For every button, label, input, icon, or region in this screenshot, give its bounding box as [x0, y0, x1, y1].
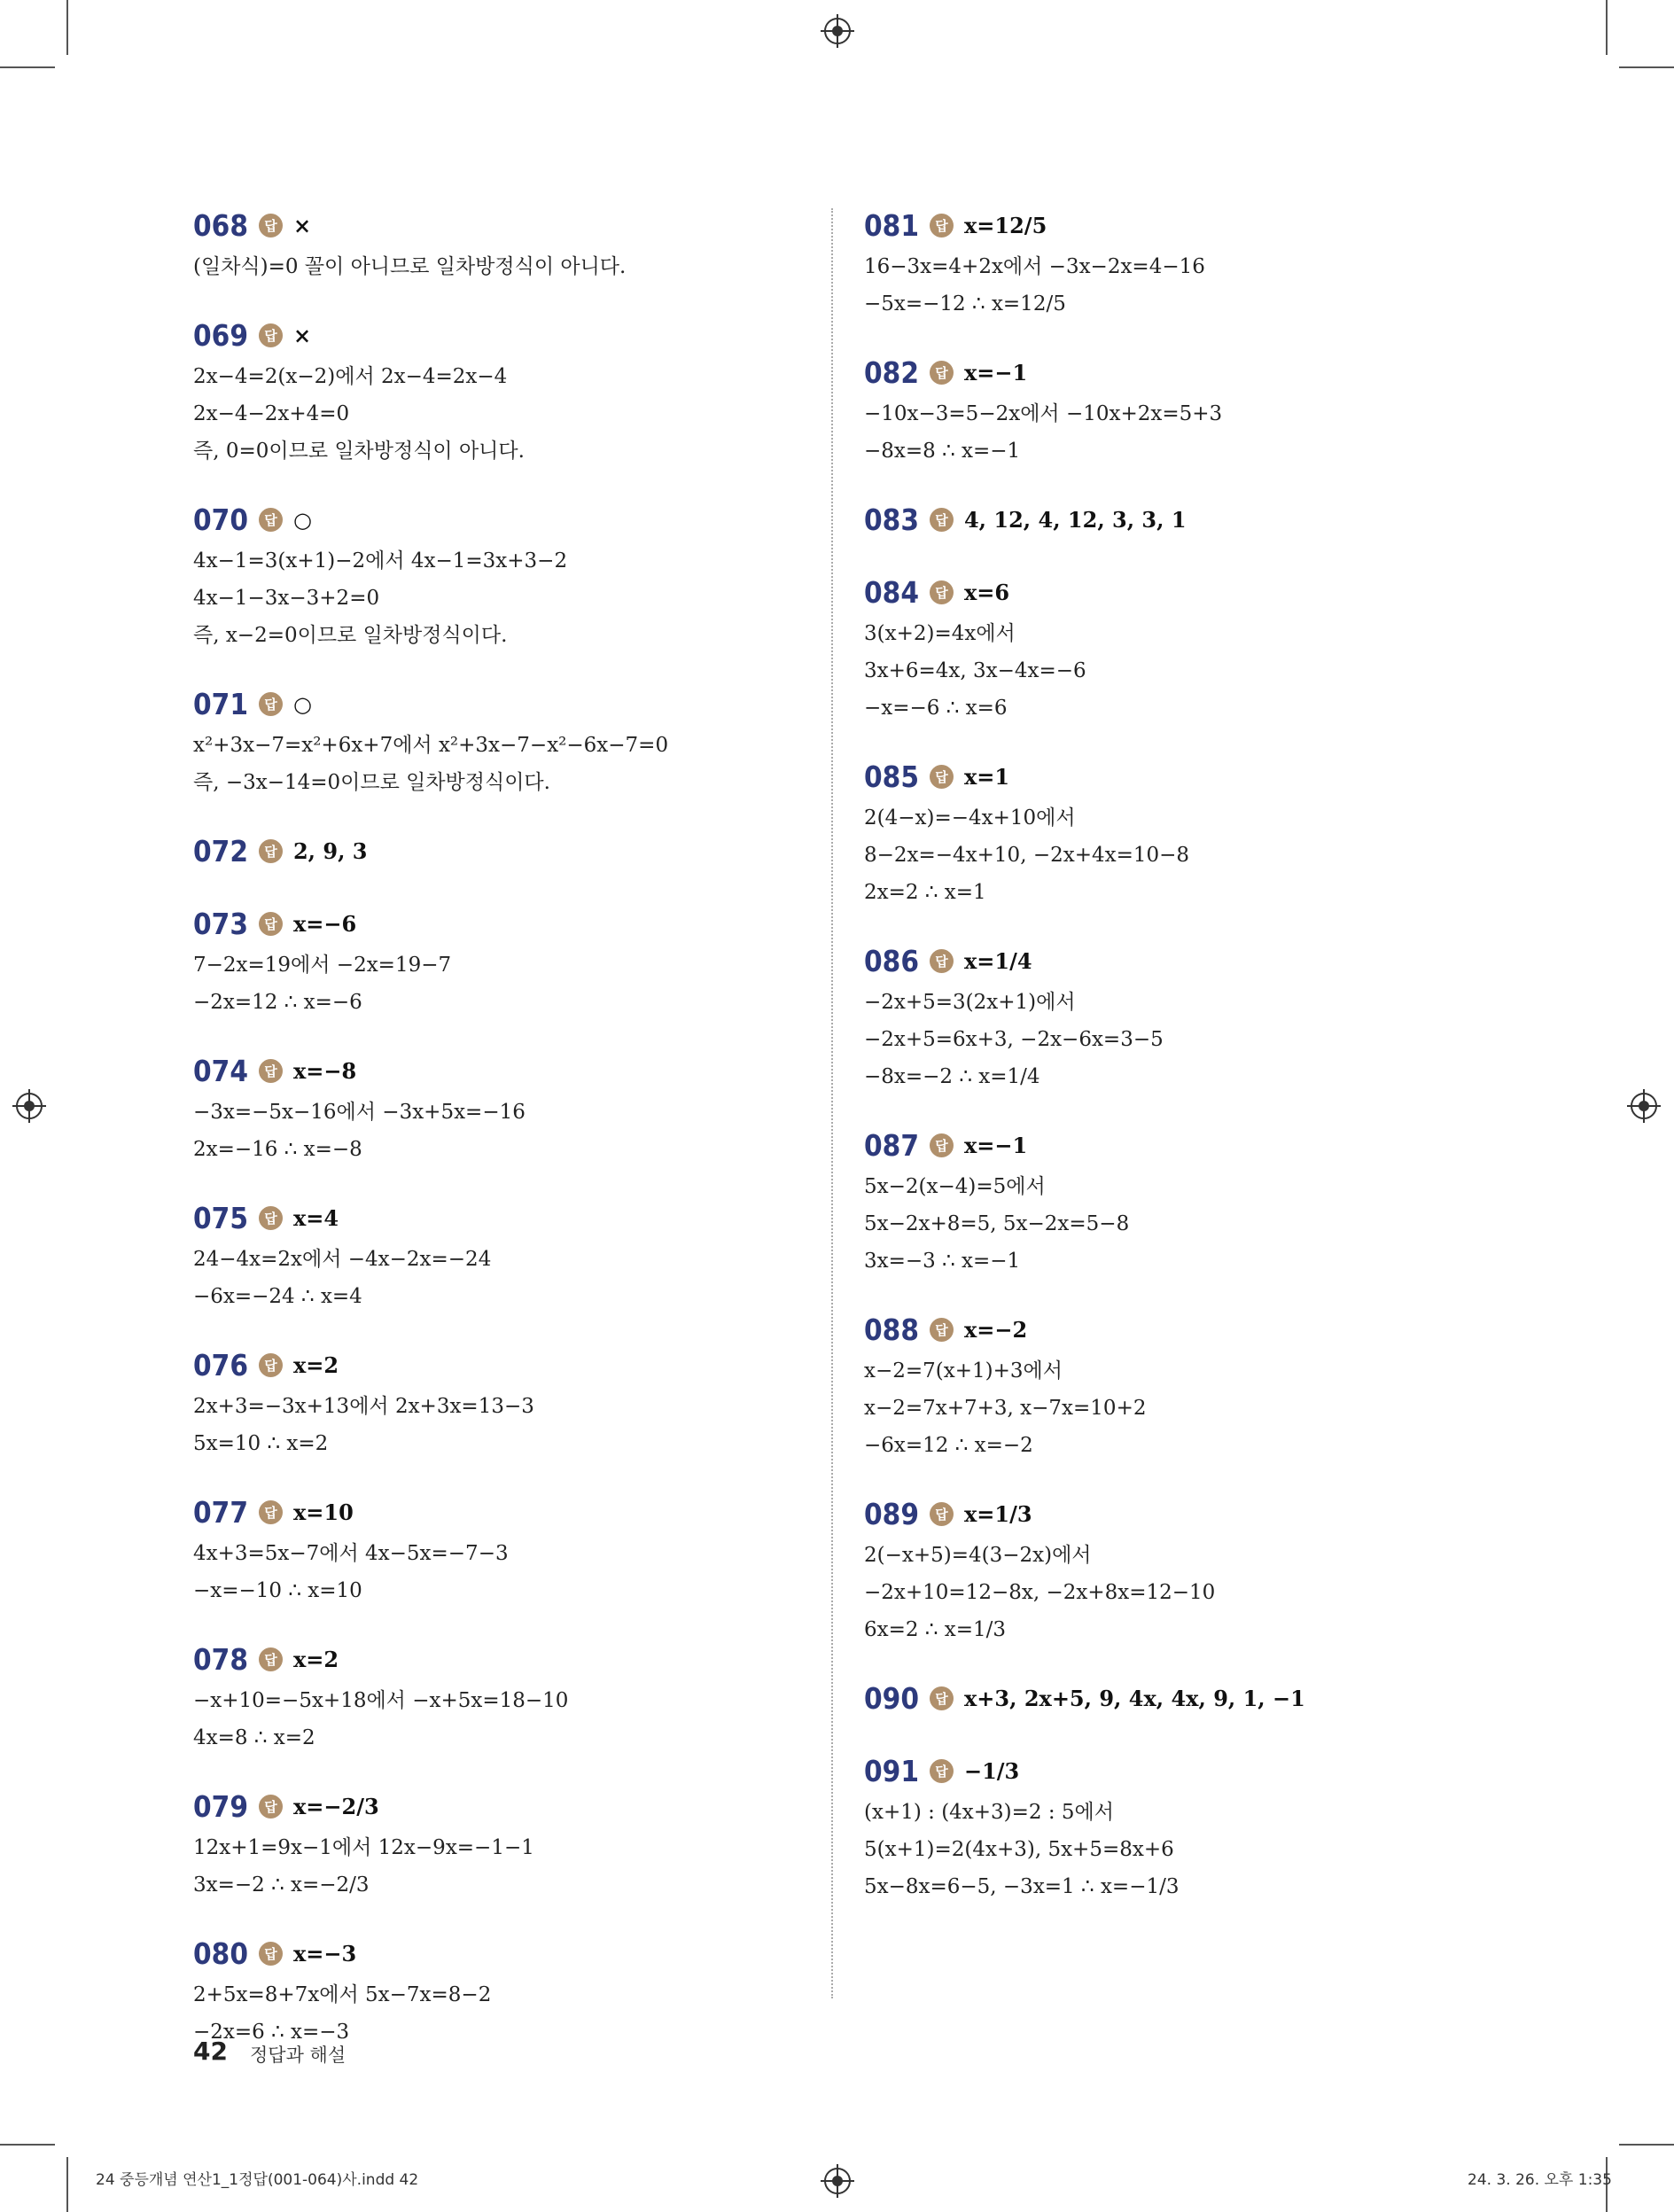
problem-number: 091: [864, 1753, 919, 1788]
solution-line: 2+5x=8+7x에서 5x−7x=8−2: [193, 1983, 492, 2006]
spacer: [193, 1756, 814, 1783]
answer-badge-icon: 답: [259, 1942, 283, 1966]
column-divider: [831, 208, 833, 1998]
answer-badge-icon: 답: [930, 1502, 954, 1526]
crop-mark: [1619, 66, 1674, 68]
problem-header: [193, 1930, 814, 1976]
problem-091: [864, 1748, 1538, 1932]
solution-line: −2x=12 ∴ x=−6: [193, 991, 362, 1014]
answer-badge-icon: 답: [259, 214, 283, 238]
spacer: [193, 1462, 814, 1489]
solution-line: −8x=8 ∴ x=−1: [864, 440, 1021, 463]
crop-mark: [66, 0, 68, 55]
answer-text: x=−1: [963, 1132, 1028, 1158]
spacer: [864, 1095, 1538, 1122]
slug-date: 24. 3. 26. 오후 1:35: [1468, 2171, 1612, 2189]
problem-083: [864, 496, 1538, 569]
solution-line: −3x=−5x−16에서 −3x+5x=−16: [193, 1101, 526, 1124]
solution-line: (x+1) : (4x+3)=2 : 5에서: [864, 1801, 1114, 1824]
spacer: [193, 1904, 814, 1930]
solution-line: x−2=7x+7+3, x−7x=10+2: [864, 1397, 1147, 1420]
answer-text: ○: [292, 506, 312, 533]
answer-text: x=−1: [963, 359, 1028, 386]
answer-text: x=2: [292, 1351, 339, 1378]
answer-badge-icon: 답: [930, 580, 954, 604]
solution-line: 5x−2(x−4)=5에서: [864, 1175, 1046, 1198]
spacer: [193, 801, 814, 828]
problem-header: [193, 312, 814, 358]
answer-text: x=1/4: [963, 947, 1032, 974]
problem-077: [193, 1489, 814, 1636]
problem-header: [193, 681, 814, 727]
answer-text: x=12/5: [963, 212, 1047, 238]
answer-text: 2, 9, 3: [292, 837, 368, 864]
solution-line: −6x=12 ∴ x=−2: [864, 1434, 1033, 1457]
answer-badge-icon: 답: [259, 1059, 283, 1083]
solution-line: −5x=−12 ∴ x=12/5: [864, 292, 1066, 315]
solution-line: 즉, −3x−14=0이므로 일차방정식이다.: [193, 771, 550, 794]
problem-081: [864, 202, 1538, 349]
problem-number: 083: [864, 502, 919, 537]
problem-header: [864, 1122, 1538, 1168]
problem-084: [864, 569, 1538, 753]
solution-line: 2(−x+5)=4(3−2x)에서: [864, 1544, 1092, 1567]
answer-badge-icon: 답: [930, 214, 954, 238]
solution-line: 4x=8 ∴ x=2: [193, 1726, 315, 1749]
problem-header: [864, 349, 1538, 395]
section-label: 정답과 해설: [250, 2045, 346, 2066]
solution-line: 12x+1=9x−1에서 12x−9x=−1−1: [193, 1836, 534, 1859]
problem-header: [193, 1489, 814, 1535]
answer-text: x=−2/3: [292, 1793, 379, 1819]
answer-badge-icon: 답: [930, 1318, 954, 1342]
answer-text: x=6: [963, 579, 1010, 605]
spacer: [864, 470, 1538, 496]
answer-badge-icon: 답: [930, 361, 954, 385]
answer-text: x=−8: [292, 1057, 357, 1084]
answer-text: −1/3: [963, 1757, 1020, 1784]
problem-number: 073: [193, 906, 248, 941]
spacer: [193, 874, 814, 900]
spacer: [193, 285, 814, 312]
answer-text: ×: [292, 212, 312, 238]
problem-number: 088: [864, 1312, 919, 1347]
solution-line: 7−2x=19에서 −2x=19−7: [193, 954, 452, 977]
problem-number: 077: [193, 1494, 248, 1530]
solution-line: 2x=2 ∴ x=1: [864, 881, 986, 904]
problem-number: 086: [864, 943, 919, 978]
solution-line: 4x−1=3(x+1)−2에서 4x−1=3x+3−2: [193, 549, 568, 572]
spacer: [864, 1648, 1538, 1675]
registration-mark-icon: [1631, 1093, 1657, 1119]
answer-text: x=−3: [292, 1940, 357, 1967]
solution-line: −6x=−24 ∴ x=4: [193, 1285, 362, 1308]
problem-088: [864, 1306, 1538, 1491]
solution-line: 3x+6=4x, 3x−4x=−6: [864, 659, 1086, 682]
problem-header: [864, 202, 1538, 248]
problem-079: [193, 1783, 814, 1930]
problem-087: [864, 1122, 1538, 1306]
solution-line: −10x−3=5−2x에서 −10x+2x=5+3: [864, 402, 1223, 425]
solution-line: 2(4−x)=−4x+10에서: [864, 806, 1076, 830]
problem-header: [864, 1675, 1538, 1721]
problem-header: [193, 828, 814, 874]
solution-line: −x=−10 ∴ x=10: [193, 1579, 362, 1602]
answer-badge-icon: 답: [259, 1795, 283, 1819]
problem-header: [193, 1342, 814, 1388]
problem-072: [193, 828, 814, 900]
solution-line: −2x=6 ∴ x=−3: [193, 2021, 350, 2044]
page-number: 42: [193, 2037, 228, 2066]
answer-text: x=4: [292, 1204, 339, 1231]
answer-badge-icon: 답: [930, 508, 954, 532]
problem-header: [864, 753, 1538, 799]
answer-badge-icon: 답: [259, 692, 283, 716]
solution-line: 5(x+1)=2(4x+3), 5x+5=8x+6: [864, 1838, 1174, 1861]
solution-line: 24−4x=2x에서 −4x−2x=−24: [193, 1248, 492, 1271]
crop-mark: [1619, 2144, 1674, 2146]
problem-075: [193, 1195, 814, 1342]
solution-line: 4x+3=5x−7에서 4x−5x=−7−3: [193, 1542, 509, 1565]
answer-text: ○: [292, 690, 312, 717]
problem-header: [193, 1636, 814, 1682]
problem-header: [864, 1491, 1538, 1537]
spacer: [864, 911, 1538, 938]
problem-number: 075: [193, 1200, 248, 1235]
problem-071: [193, 681, 814, 828]
problem-number: 082: [864, 354, 919, 390]
solution-line: 2x−4=2(x−2)에서 2x−4=2x−4: [193, 365, 508, 388]
solution-line: x²+3x−7=x²+6x+7에서 x²+3x−7−x²−6x−7=0: [193, 734, 669, 757]
solution-line: 5x−8x=6−5, −3x=1 ∴ x=−1/3: [864, 1875, 1180, 1898]
solution-line: 8−2x=−4x+10, −2x+4x=10−8: [864, 844, 1190, 867]
solution-line: 2x−4−2x+4=0: [193, 402, 350, 425]
spacer: [864, 542, 1538, 569]
solution-line: −2x+10=12−8x, −2x+8x=12−10: [864, 1581, 1216, 1604]
problem-089: [864, 1491, 1538, 1675]
solution-line: −x+10=−5x+18에서 −x+5x=18−10: [193, 1689, 569, 1712]
answer-badge-icon: 답: [259, 508, 283, 532]
solution-line: 16−3x=4+2x에서 −3x−2x=4−16: [864, 255, 1205, 278]
answer-badge-icon: 답: [259, 323, 283, 347]
problem-number: 070: [193, 502, 248, 537]
answer-text: x=1: [963, 763, 1010, 790]
answer-text: x=−2: [963, 1316, 1028, 1343]
spacer: [864, 1905, 1538, 1932]
problem-number: 072: [193, 833, 248, 868]
problem-082: [864, 349, 1538, 496]
problem-header: [864, 569, 1538, 615]
spacer: [864, 727, 1538, 753]
solution-line: −2x+5=6x+3, −2x−6x=3−5: [864, 1028, 1164, 1051]
problem-header: [193, 1048, 814, 1094]
problem-header: [193, 202, 814, 248]
problem-number: 084: [864, 574, 919, 610]
problem-header: [864, 938, 1538, 984]
answer-text: x=10: [292, 1499, 354, 1525]
problem-header: [864, 1748, 1538, 1794]
solution-line: 5x−2x+8=5, 5x−2x=5−8: [864, 1212, 1130, 1235]
solution-line: 즉, 0=0이므로 일차방정식이 아니다.: [193, 440, 525, 463]
problem-073: [193, 900, 814, 1048]
right-column: [864, 202, 1538, 1932]
crop-mark: [66, 2157, 68, 2212]
spacer: [864, 323, 1538, 349]
spacer: [193, 470, 814, 496]
problem-069: [193, 312, 814, 496]
problem-number: 089: [864, 1496, 919, 1531]
problem-number: 074: [193, 1053, 248, 1088]
spacer: [193, 1609, 814, 1636]
crop-mark: [0, 2144, 55, 2146]
answer-badge-icon: 답: [259, 1206, 283, 1230]
problem-number: 068: [193, 207, 248, 243]
slug-file: 24 중등개념 연산1_1정답(001-064)사.indd 42: [96, 2171, 419, 2189]
problem-header: [193, 496, 814, 542]
problem-header: [193, 900, 814, 946]
problem-header: [864, 496, 1538, 542]
crop-mark: [1606, 0, 1608, 55]
problem-086: [864, 938, 1538, 1122]
solution-line: 4x−1−3x−3+2=0: [193, 587, 380, 610]
spacer: [193, 654, 814, 681]
answer-badge-icon: 답: [930, 949, 954, 973]
registration-mark-icon: [16, 1093, 43, 1119]
problem-074: [193, 1048, 814, 1195]
crop-mark: [0, 66, 55, 68]
problem-078: [193, 1636, 814, 1783]
left-column: [193, 202, 814, 2077]
answer-text: 4, 12, 4, 12, 3, 3, 1: [963, 506, 1187, 533]
problem-090: [864, 1675, 1538, 1748]
solution-line: −x=−6 ∴ x=6: [864, 697, 1008, 720]
problem-header: [193, 1195, 814, 1241]
answer-badge-icon: 답: [930, 765, 954, 789]
answer-badge-icon: 답: [259, 839, 283, 863]
problem-076: [193, 1342, 814, 1489]
answer-badge-icon: 답: [259, 1647, 283, 1671]
answer-text: x=1/3: [963, 1500, 1032, 1527]
answer-text: x+3, 2x+5, 9, 4x, 4x, 9, 1, −1: [963, 1685, 1305, 1711]
problem-068: [193, 202, 814, 312]
answer-badge-icon: 답: [259, 1353, 283, 1377]
solution-line: 3x=−3 ∴ x=−1: [864, 1250, 1021, 1273]
solution-line: −2x+5=3(2x+1)에서: [864, 991, 1076, 1014]
problem-number: 079: [193, 1788, 248, 1824]
solution-line: (일차식)=0 꼴이 아니므로 일차방정식이 아니다.: [193, 255, 627, 278]
problem-header: [193, 1783, 814, 1829]
problem-number: 078: [193, 1641, 248, 1677]
spacer: [864, 1721, 1538, 1748]
answer-text: x=−6: [292, 910, 357, 937]
spacer: [864, 1280, 1538, 1306]
problem-number: 087: [864, 1127, 919, 1163]
problem-number: 069: [193, 317, 248, 353]
solution-line: 3x=−2 ∴ x=−2/3: [193, 1873, 370, 1897]
spacer: [193, 1315, 814, 1342]
problem-070: [193, 496, 814, 681]
solution-line: x−2=7(x+1)+3에서: [864, 1359, 1063, 1382]
problem-number: 071: [193, 686, 248, 721]
answer-badge-icon: 답: [930, 1133, 954, 1157]
answer-text: ×: [292, 322, 312, 348]
problem-number: 085: [864, 759, 919, 794]
problem-number: 080: [193, 1936, 248, 1971]
spacer: [193, 1021, 814, 1048]
answer-badge-icon: 답: [259, 1500, 283, 1524]
answer-badge-icon: 답: [930, 1759, 954, 1783]
spacer: [864, 1464, 1538, 1491]
problem-number: 081: [864, 207, 919, 243]
problem-085: [864, 753, 1538, 938]
answer-badge-icon: 답: [259, 912, 283, 936]
answer-badge-icon: 답: [930, 1686, 954, 1710]
answer-text: x=2: [292, 1646, 339, 1672]
solution-line: 2x+3=−3x+13에서 2x+3x=13−3: [193, 1395, 534, 1418]
registration-mark-icon: [824, 18, 851, 44]
solution-line: −8x=−2 ∴ x=1/4: [864, 1065, 1040, 1088]
problem-number: 076: [193, 1347, 248, 1382]
solution-line: 5x=10 ∴ x=2: [193, 1432, 329, 1455]
spacer: [193, 1168, 814, 1195]
problem-header: [864, 1306, 1538, 1352]
solution-line: 6x=2 ∴ x=1/3: [864, 1618, 1007, 1641]
solution-line: 즉, x−2=0이므로 일차방정식이다.: [193, 624, 508, 647]
solution-line: 3(x+2)=4x에서: [864, 622, 1016, 645]
registration-mark-icon: [824, 2168, 851, 2194]
problem-number: 090: [864, 1680, 919, 1716]
solution-line: 2x=−16 ∴ x=−8: [193, 1138, 362, 1161]
